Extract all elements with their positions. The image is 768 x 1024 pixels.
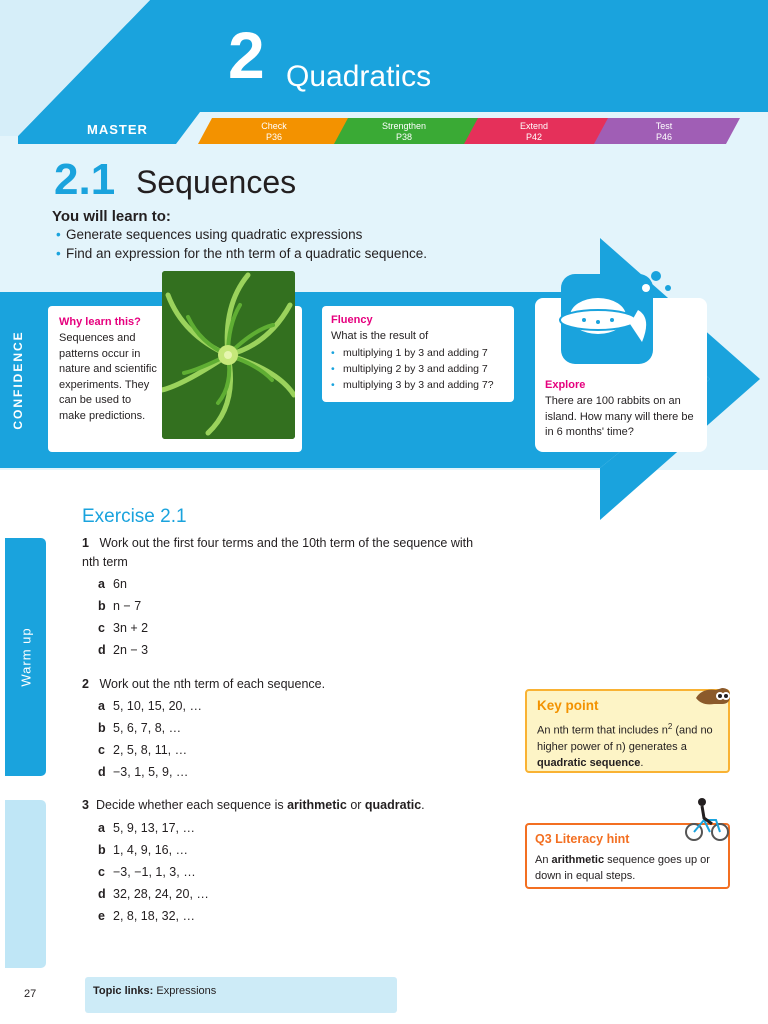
fluency-item: • multiplying 2 by 3 and adding 7 — [331, 361, 511, 377]
part-label: c — [98, 865, 105, 879]
part-text: n − 7 — [113, 599, 142, 613]
tab-check-label: Check — [261, 121, 287, 131]
cyclist-icon — [684, 796, 730, 842]
spaceship-icon — [556, 258, 686, 368]
part-label: d — [98, 643, 106, 657]
learn-list — [56, 225, 427, 263]
part-text: 5, 10, 15, 20, … — [113, 699, 202, 713]
hint-bold: arithmetic — [551, 854, 605, 866]
part-text: 5, 6, 7, 8, … — [113, 721, 182, 735]
explore-text: There are 100 rabbits on an island. How many will there be in 6 months' time? — [545, 395, 694, 438]
part-label: a — [98, 821, 105, 835]
plant-photo — [162, 271, 295, 439]
section-number: 2.1 — [54, 155, 116, 204]
part-text: 2, 5, 8, 11, … — [113, 743, 188, 757]
q2-part-d — [98, 765, 188, 779]
part-label: c — [98, 743, 105, 757]
learn-heading: You will learn to: — [52, 208, 171, 225]
question-text: or — [346, 798, 365, 812]
part-text: 6n — [113, 577, 127, 591]
part-text: 2n − 3 — [113, 643, 149, 657]
question-bold: quadratic — [364, 798, 422, 812]
exercise-title: Exercise 2.1 — [82, 506, 187, 527]
tab-check-page: P36 — [265, 132, 282, 142]
fluency-intro: What is the result of — [331, 330, 429, 342]
fluency-heading: Fluency — [331, 314, 373, 326]
literacy-hint-heading: Q3 Literacy hint — [535, 832, 630, 846]
fluency-list — [331, 345, 511, 393]
part-label: a — [98, 699, 105, 713]
literacy-hint-text — [535, 852, 725, 884]
owl-icon — [694, 684, 732, 708]
part-label: d — [98, 887, 106, 901]
learn-item: • Find an expression for the nth term of a quadratic sequence. — [56, 244, 427, 263]
warm-up-tab — [5, 538, 46, 776]
q1-part-a — [98, 577, 127, 591]
warm-up-label: Warm up — [18, 627, 33, 687]
q1-part-d — [98, 643, 148, 657]
learn-item: • Generate sequences using quadratic expressions — [56, 225, 427, 244]
key-point-text — [537, 719, 727, 771]
key-point-text-part: . — [640, 756, 644, 769]
q3-part-b — [98, 843, 188, 857]
question-number: 2 — [82, 677, 89, 691]
part-label: b — [98, 721, 106, 735]
question-number: 1 — [82, 536, 89, 550]
question-text: Work out the nth term of each sequence. — [99, 677, 326, 691]
why-learn-heading: Why learn this? — [59, 316, 141, 328]
chapter-title: Quadratics — [286, 60, 432, 93]
question-1 — [82, 534, 482, 572]
confidence-label-box — [8, 300, 28, 460]
question-number: 3 — [82, 798, 89, 812]
q3-part-e — [98, 909, 195, 923]
q3-part-a — [98, 821, 195, 835]
tab-strengthen[interactable] — [344, 118, 464, 144]
part-text: 2, 8, 18, 32, … — [113, 909, 195, 923]
question-bold: arithmetic — [287, 798, 347, 812]
tab-check[interactable] — [214, 118, 334, 144]
tab-test-page: P46 — [655, 132, 672, 142]
q1-part-b — [98, 599, 141, 613]
explore-heading: Explore — [545, 379, 586, 391]
fluency-item: • multiplying 1 by 3 and adding 7 — [331, 345, 511, 361]
topic-links — [93, 985, 216, 997]
part-text: 3n + 2 — [113, 621, 149, 635]
part-label: c — [98, 621, 105, 635]
key-point-text-part: An nth term that includes n — [537, 724, 668, 737]
q1-part-c — [98, 621, 148, 635]
part-label: a — [98, 577, 105, 591]
key-point-bold: quadratic sequence — [537, 756, 641, 769]
part-label: b — [98, 599, 106, 613]
stage-label: MASTER — [87, 122, 148, 137]
part-text: −3, −1, 1, 3, … — [113, 865, 196, 879]
question-3 — [82, 796, 425, 815]
tab-extend-label: Extend — [519, 121, 549, 131]
q3-part-d — [98, 887, 209, 901]
q2-part-b — [98, 721, 181, 735]
part-text: 5, 9, 13, 17, … — [113, 821, 195, 835]
topic-links-label: Topic links: — [93, 985, 154, 997]
side-tab-pale — [5, 800, 46, 968]
key-point-heading: Key point — [537, 698, 599, 713]
page-number: 27 — [24, 988, 37, 1000]
part-text: −3, 1, 5, 9, … — [113, 765, 189, 779]
tab-test[interactable] — [604, 118, 724, 144]
why-learn-text: Sequences and patterns occur in nature and scientific experiments. They can be used to make predictions. — [59, 332, 157, 422]
section-title: Sequences — [136, 164, 297, 200]
tab-extend-page: P42 — [525, 132, 542, 142]
tab-strengthen-page: P38 — [395, 132, 412, 142]
part-label: d — [98, 765, 106, 779]
chapter-number: 2 — [228, 18, 265, 92]
q3-part-c — [98, 865, 196, 879]
hint-text-part: An — [535, 854, 552, 866]
topic-links-value[interactable]: Expressions — [153, 985, 217, 997]
part-text: 32, 28, 24, 20, … — [113, 887, 209, 901]
hint-text-part: sequence goes up or down in equal steps. — [535, 854, 710, 882]
fluency-card — [322, 306, 514, 402]
tab-strengthen-label: Strengthen — [381, 121, 427, 131]
q2-part-c — [98, 743, 187, 757]
tab-test-label: Test — [655, 121, 673, 131]
part-label: b — [98, 843, 106, 857]
question-2 — [82, 675, 325, 694]
question-text: Work out the first four terms and the 10th term of the sequence with nth term — [82, 536, 474, 569]
q2-part-a — [98, 699, 202, 713]
fluency-item: • multiplying 3 by 3 and adding 7? — [331, 377, 511, 393]
question-text: . — [421, 798, 425, 812]
tab-extend[interactable] — [474, 118, 594, 144]
key-point-superscript: 2 — [667, 722, 673, 731]
confidence-label: CONFIDENCE — [11, 330, 25, 430]
part-text: 1, 4, 9, 16, … — [113, 843, 189, 857]
key-point-text-part: (and no higher power of n) generates a — [537, 724, 713, 753]
part-label: e — [98, 909, 105, 923]
question-text: Decide whether each sequence is — [96, 798, 288, 812]
